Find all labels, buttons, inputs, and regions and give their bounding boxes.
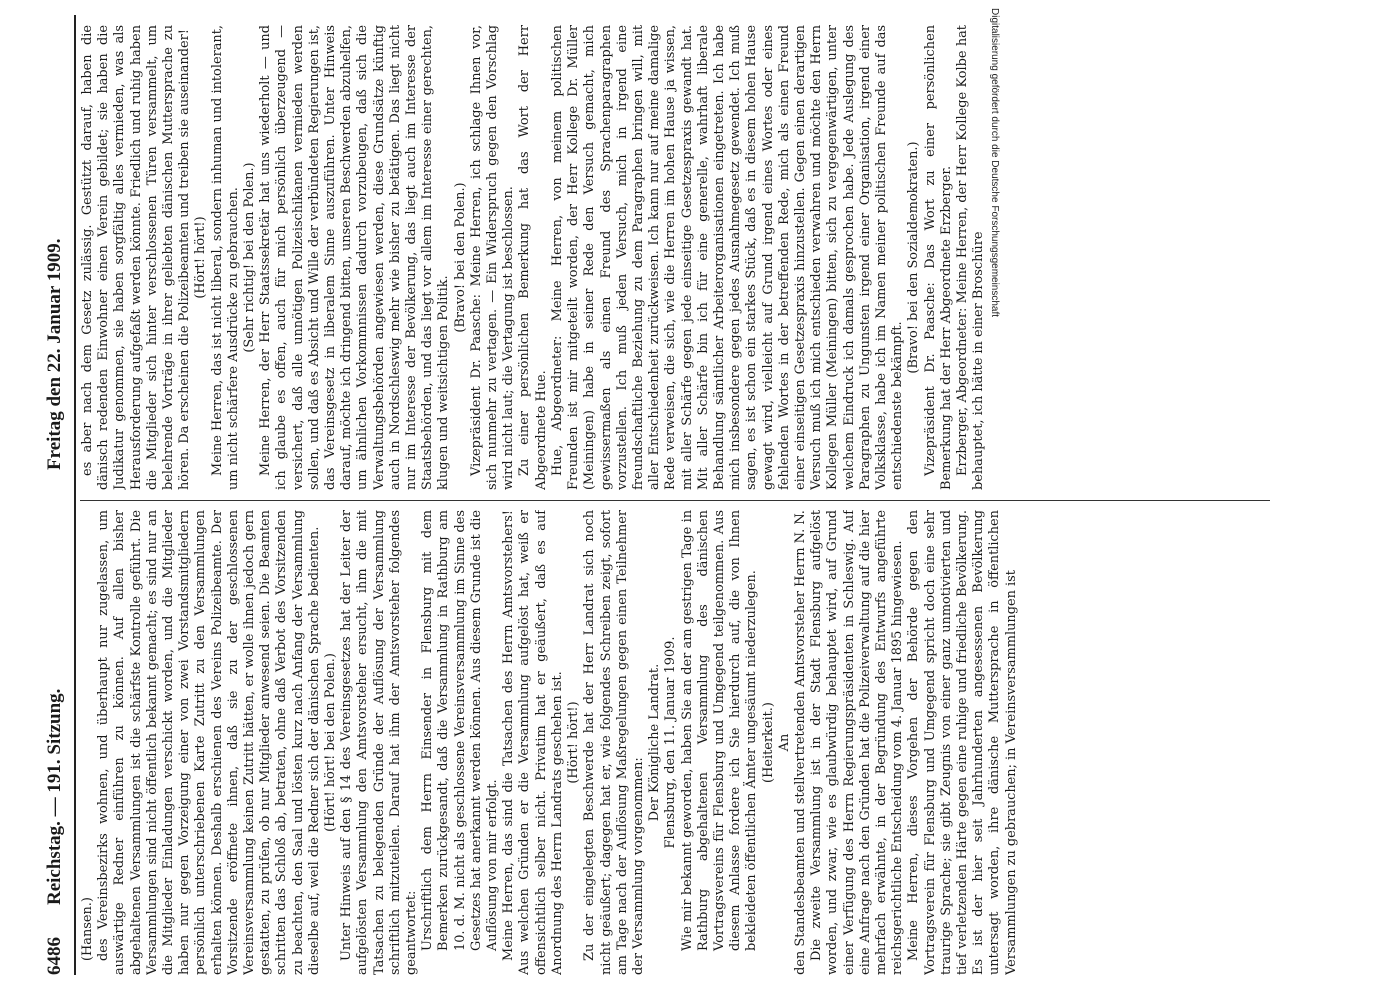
column2-paragraph: Meine Herren, der Herr Staatssekretär hat uns wiederholt — und ich glaube es offen, auch für mich persönlich überzeugend — versichert, daß alle unnötigen Polizeischikanen vermieden werden sollen, und daß es Absicht und Wille der verbündeten Regierungen ist, das Vereinsgesetz in liberalem Sinne auszuführen. Unter Hinweis darauf, möchte ich dringend bitten, unseren Beschwerden abzuhelfen, um ähnlichen Vorkommnissen dadurch vorzubeugen, daß sich die Verwaltungsbehörden angewiesen werden, diese Grundsätze künftig auch in Nordschleswig mehr wie bisher zu betätigen. Das liegt nicht nur im Interesse der Bevölkerung, das liegt auch im Interesse der Staatsbehörden, und das liegt vor allem im Interesse einer gerechten, klugen und weitsichtigen Politik. [258,25,452,490]
session-title: Reichstag. — 191. Sitzung. [44,688,65,905]
column2-paragraph: (Hört! hört!) [193,216,209,299]
column1-paragraph: An [776,733,792,752]
column2-paragraph: Erzberger, Abgeordneter: Meine Herren, der Herr Kollege Kolbe hat behauptet, ich hätte in einer Broschüre [954,25,987,490]
column1-paragraph: (Heiterkeit.) [760,702,776,783]
column2-paragraph: es aber nach dem Gesetz zulässig. Gestützt darauf, haben die dänisch redenden Einwohner einen Verein gebildet; sie haben die Judikatur genommen, sie haben sorgfältig alles vermieden, was als Herausforderung aufgefaßt werden könnte. Friedlich und ruhig haben die Mitglieder sich hinter verschlossenen Türen versammelt, um belehrende Vorträge in ihrer geliebten dänischen Muttersprache zu hören. Da erscheinen die Polizeibeamten und treiben sie auseinander! [80,25,193,490]
digitization-sidebar [1358,0,1383,1000]
rotated-page [40,15,1340,975]
column1-paragraph: Wie mir bekannt geworden, haben Sie an der am gestrigen Tage in Rathburg abgehaltenen Versammlung des dänischen Vortragsvereins für Flensburg und Umgegend teilgenommen. Aus diesem Anlasse fordere ich Sie hierdurch auf, die von Ihnen bekleideten öffentlichen Ämter ungesäumt niederzulegen. [679,510,760,951]
column1-paragraph: Der Königliche Landrat. [647,663,663,822]
column1-paragraph: (Hört! hört! bei den Polen.) [323,653,339,832]
column1-paragraph: Urschriftlich dem Herrn Einsender in Flensburg mit dem Bemerken zurückgesandt, daß die Versammlung in Rathburg am 10. d. M. nicht als geschlossene Vereinsversammlung im Sinne des Gesetzes hat anerkannt werden können. Aus diesem Grunde ist die Auflösung von mir erfolgt. [420,510,501,951]
column2-paragraph: Meine Herren, das ist nicht liberal, sondern inhuman und intolerant, um nicht schärfere Ausdrücke zu gebrauchen. [209,25,241,490]
text-column-left [80,510,1270,975]
column-divider [80,500,1270,501]
session-date: Freitag den 22. Januar 1909. [44,238,65,470]
column1-paragraph: Meine Herren, dieses Vorgehen der Behörde gegen den Vortragsverein für Flensburg und Umgegend spricht doch eine sehr traurige Sprache; sie gibt Zeugnis von einer ganz unmotivierten und tief verletzenden Härte gegen eine ruhige und friedliche Bevölkerung. Es ist der hier seit Jahrhunderten angesessenen Bevölkerung untersagt worden, ihre dänische Muttersprache in öffentlichen Versammlungen zu gebrauchen; in Vereinsversammlungen ist [906,510,1019,975]
column2-paragraph: (Bravo! bei den Polen.) [452,182,468,333]
column1-paragraph: Unter Hinweis auf den § 14 des Vereinsgesetzes hat der Leiter der aufgelösten Versammlung den Amtsvorsteher ersucht, ihm die mit Tatsachen zu belegenden Gründe der Auflösung der Versammlung schriftlich mitzuteilen. Darauf hat ihm der Amtsvorsteher folgendes geantwortet: [339,510,420,975]
column1-paragraph: Zu der eingelegten Beschwerde hat der Herr Landrat sich noch nicht geäußert; dagegen hat er, wie folgendes Schreiben zeigt, sofort am Tage nach der Auflösung Maßregelungen gegen einen Teilnehmer der Versammlung vorgenommen: [582,510,646,975]
column1-paragraph: den Standesbeamten und stellvertretenden Amtsvorsteher Herrn N. N. [792,510,808,975]
column2-paragraph: Vizepräsident Dr. Paasche: Das Wort zu einer persönlichen Bemerkung hat der Herr Abgeordnete Erzberger. [922,25,954,490]
text-column-right [80,25,1270,490]
header-rule [74,15,76,975]
column1-paragraph: des Vereinsbezirks wohnen, und überhaupt nur zugelassen, um auswärtige Redner einführen zu können. Auf allen bisher abgehaltenen Versammlungen ist die schärfste Kontrolle geführt. Die Versammlungen sind nicht öffentlich bekannt gemacht; es sind nur an die Mitglieder Einladungen verschickt worden, und die Mitglieder haben nur gegen Vorzeigung einer von zwei Vorstandsmitgliedern persönlich unterschriebenen Karte Zutritt zu den Versammlungen erhalten können. Deshalb erschienen des Vereins Polizeibeamte. Der Vorsitzende eröffnete ihnen, daß sie zu der geschlossenen Vereinsversammlung keinen Zutritt hätten, er wolle ihnen jedoch gern gestatten, zu prüfen, ob nur Mitglieder anwesend seien. Die Beamten schritten das Schloß ab, betraten, ohne daß Verbot des Vorsitzenden zu beachten, den Saal und lösten kurz nach Anfang der Versammlung dieselbe auf, weil die Redner sich der dänischen Sprache bedienten. [96,510,322,975]
column1-paragraph: Die zweite Versammlung ist in der Stadt Flensburg aufgelöst worden, und zwar, wie es glaubwürdig behauptet wird, auf Grund einer Verfügung des Herrn Regierungspräsidenten in Schleswig. Auf eine Anfrage nach den Gründen hat die Polizeiverwaltung auf die hier mehrfach erwähnte, in der Begründung des Entwurfs angeführte reichsgerichtliche Entscheidung vom 4. Januar 1895 hingewiesen. [809,510,906,975]
column2-paragraph: Zu einer persönlichen Bemerkung hat das Wort der Herr Abgeordnete Hue. [517,25,549,490]
column1-paragraph: Flensburg, den 11. Januar 1909. [663,636,679,849]
column2-paragraph: Vizepräsident Dr. Paasche: Meine Herren, ich schlage Ihnen vor, sich nunmehr zu vertagen. — Ein Widerspruch gegen den Vorschlag wird nicht laut; die Vertagung ist beschlossen. [468,25,517,490]
digitization-note: Digitalisierung gefördert durch die Deutsche Forschungsgemeinschaft [989,8,1000,318]
column1-paragraph: Meine Herren, das sind die Tatsachen des Herrn Amtsvorstehers! Aus welchen Gründen er die Versammlung aufgelöst hat, weiß er offensichtlich selber nicht. Privatim hat er geäußert, daß es auf Anordnung des Herrn Landrats geschehen ist. [501,510,565,975]
column1-paragraph: (Hansen.) [80,897,95,961]
column2-paragraph: Hue, Abgeordneter: Meine Herren, von meinem politischen Freunden ist mir mitgeteilt worden, der Herr Kollege Dr. Müller (Meiningen) habe in seiner Rede den Versuch gemacht, mich gewissermaßen als einen Freund des Sprachenparagraphen vorzustellen. Ich muß jeden Versuch, mich in irgend eine freundschaftliche Beziehung zu dem Paragraphen bringen will, mit aller Entschiedenheit zurückweisen. Ich kann nur auf meine damalige Rede verweisen, die sich, wie die Herren im hohen Hause ja wissen, mit aller Schärfe gegen jede einseitige Gesetzespraxis gewandt hat. Mit aller Schärfe bin ich für eine generelle, wahrhaft liberale Behandlung sämtlicher Arbeiterorganisationen eingetreten. Ich habe mich insbesondere gegen jedes Ausnahmegesetz gewendet. Ich muß sagen, es ist schon ein starkes Stück, daß es in diesem hohen Hause gewagt wird, vielleicht auf Grund irgend eines Wortes oder eines fehlenden Wortes in der betreffenden Rede, mich als einen Freund einer einseitigen Gesetzespraxis hinzustellen. Gegen einen derartigen Versuch muß ich mich entschieden verwahren und möchte den Herrn Kollegen Müller (Meiningen) bitten, sich zu vergegenwärtigen, unter welchem Eindruck ich damals gesprochen habe. Jede Auslegung des Paragraphen zu Ungunsten irgend einer Organisation, irgend einer Volksklasse, habe ich im Namen meiner politischen Freunde auf das entschiedenste bekämpft. [549,25,906,490]
column1-paragraph: (Hört! hört!) [566,701,582,784]
page-number: 6486 [44,937,65,975]
column2-paragraph: (Bravo! bei den Sozialdemokraten.) [906,141,922,374]
column2-paragraph: (Sehr richtig! bei den Polen.) [242,162,258,353]
